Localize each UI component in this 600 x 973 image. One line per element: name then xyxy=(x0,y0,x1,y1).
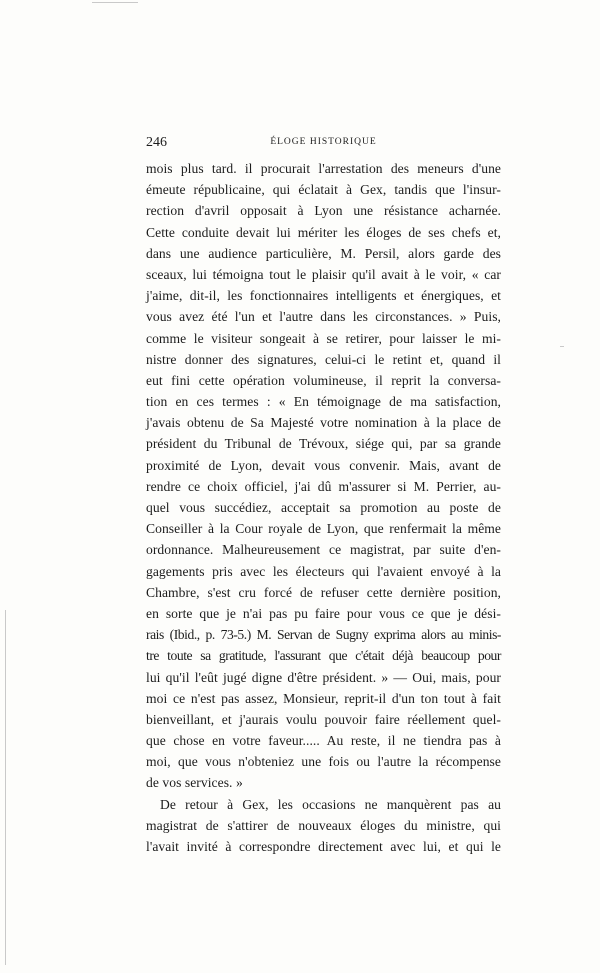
scan-edge-mark-left xyxy=(5,610,6,965)
text-line: l'avait invité à correspondre directement avec lui, et qui le xyxy=(146,839,501,854)
text-line: de vos services. » xyxy=(146,775,243,791)
text-line: j'avais obtenu de Sa Majesté votre nomination à la place de xyxy=(146,415,501,431)
scan-edge-mark-right xyxy=(560,346,564,347)
text-line: nistre donner des signatures, celui-ci le retint et, quand il xyxy=(146,351,501,367)
text-line: tre toute sa gratitude, l'assurant que c'était déjà beaucoup pour xyxy=(146,648,501,664)
text-line: Cette conduite devait lui mériter les éloges de ses chefs et, xyxy=(146,224,501,240)
text-line: tion en ces termes : « En témoignage de ma satisfaction, xyxy=(146,394,501,410)
page-number: 246 xyxy=(146,135,167,150)
scan-edge-mark-top xyxy=(92,2,138,3)
text-line: gagements pris avec les électeurs qui l'avaient envoyé à la xyxy=(146,563,501,579)
page-header xyxy=(146,135,501,151)
text-line: rection d'avril opposait à Lyon une résistance acharnée. xyxy=(146,203,501,219)
text-line: j'aime, dit-il, les fonctionnaires intelligents et énergiques, et xyxy=(146,288,501,304)
text-line: dans une audience particulière, M. Persil, alors garde des xyxy=(146,245,501,261)
text-line: lui qu'il l'eût jugé digne d'être président. » — Oui, mais, pour xyxy=(146,669,501,685)
text-line: Conseiller à la Cour royale de Lyon, que renfermait la même xyxy=(146,521,501,537)
body-text xyxy=(146,158,501,857)
text-line: émeute républicaine, qui éclatait à Gex, tandis que l'insur- xyxy=(146,182,501,198)
text-line: quel vous succédiez, acceptait sa promotion au poste de xyxy=(146,500,501,515)
text-line: De retour à Gex, les occasions ne manquèrent pas au xyxy=(160,796,501,812)
text-line: bienveillant, et j'aurais voulu pouvoir faire réellement quel- xyxy=(146,711,501,727)
text-line: sceaux, lui témoigna tout le plaisir qu'il avait à le voir, « car xyxy=(146,266,501,282)
text-line: moi, que vous n'obteniez une fois ou l'autre la récompense xyxy=(146,754,501,770)
text-line: vous avez été l'un et l'autre dans les circonstances. » Puis, xyxy=(146,309,501,325)
text-line: ordonnance. Malheureusement ce magistrat, par suite d'en- xyxy=(146,542,501,558)
text-line: président du Tribunal de Trévoux, siége qui, par sa grande xyxy=(146,436,501,452)
text-line: comme le visiteur songeait à se retirer, pour laisser le mi- xyxy=(146,330,501,346)
text-line: Chambre, s'est cru forcé de refuser cette dernière position, xyxy=(146,584,501,600)
text-line: que chose en votre faveur..... Au reste, il ne tiendra pas à xyxy=(146,733,501,749)
text-line: magistrat de s'attirer de nouveaux éloges du ministre, qui xyxy=(146,817,501,833)
text-line: en sorte que je n'ai pas pu faire pour vous ce que je dési- xyxy=(146,605,501,621)
text-line: rais (Ibid., p. 73-5.) M. Servan de Sugny exprima alors au minis- xyxy=(146,627,501,643)
running-title: ÉLOGE HISTORIQUE xyxy=(270,137,377,147)
text-line: moi ce n'est pas assez, Monsieur, reprit-il d'un ton tout à fait xyxy=(146,690,501,706)
text-line: mois plus tard. il procurait l'arrestation des meneurs d'une xyxy=(146,161,501,176)
text-line: rendre ce choix officiel, j'ai dû m'assurer si M. Perrier, au- xyxy=(146,478,501,494)
text-line: eut fini cette opération volumineuse, il reprit la conversa- xyxy=(146,372,501,388)
text-line: proximité de Lyon, devait vous convenir. Mais, avant de xyxy=(146,457,501,473)
